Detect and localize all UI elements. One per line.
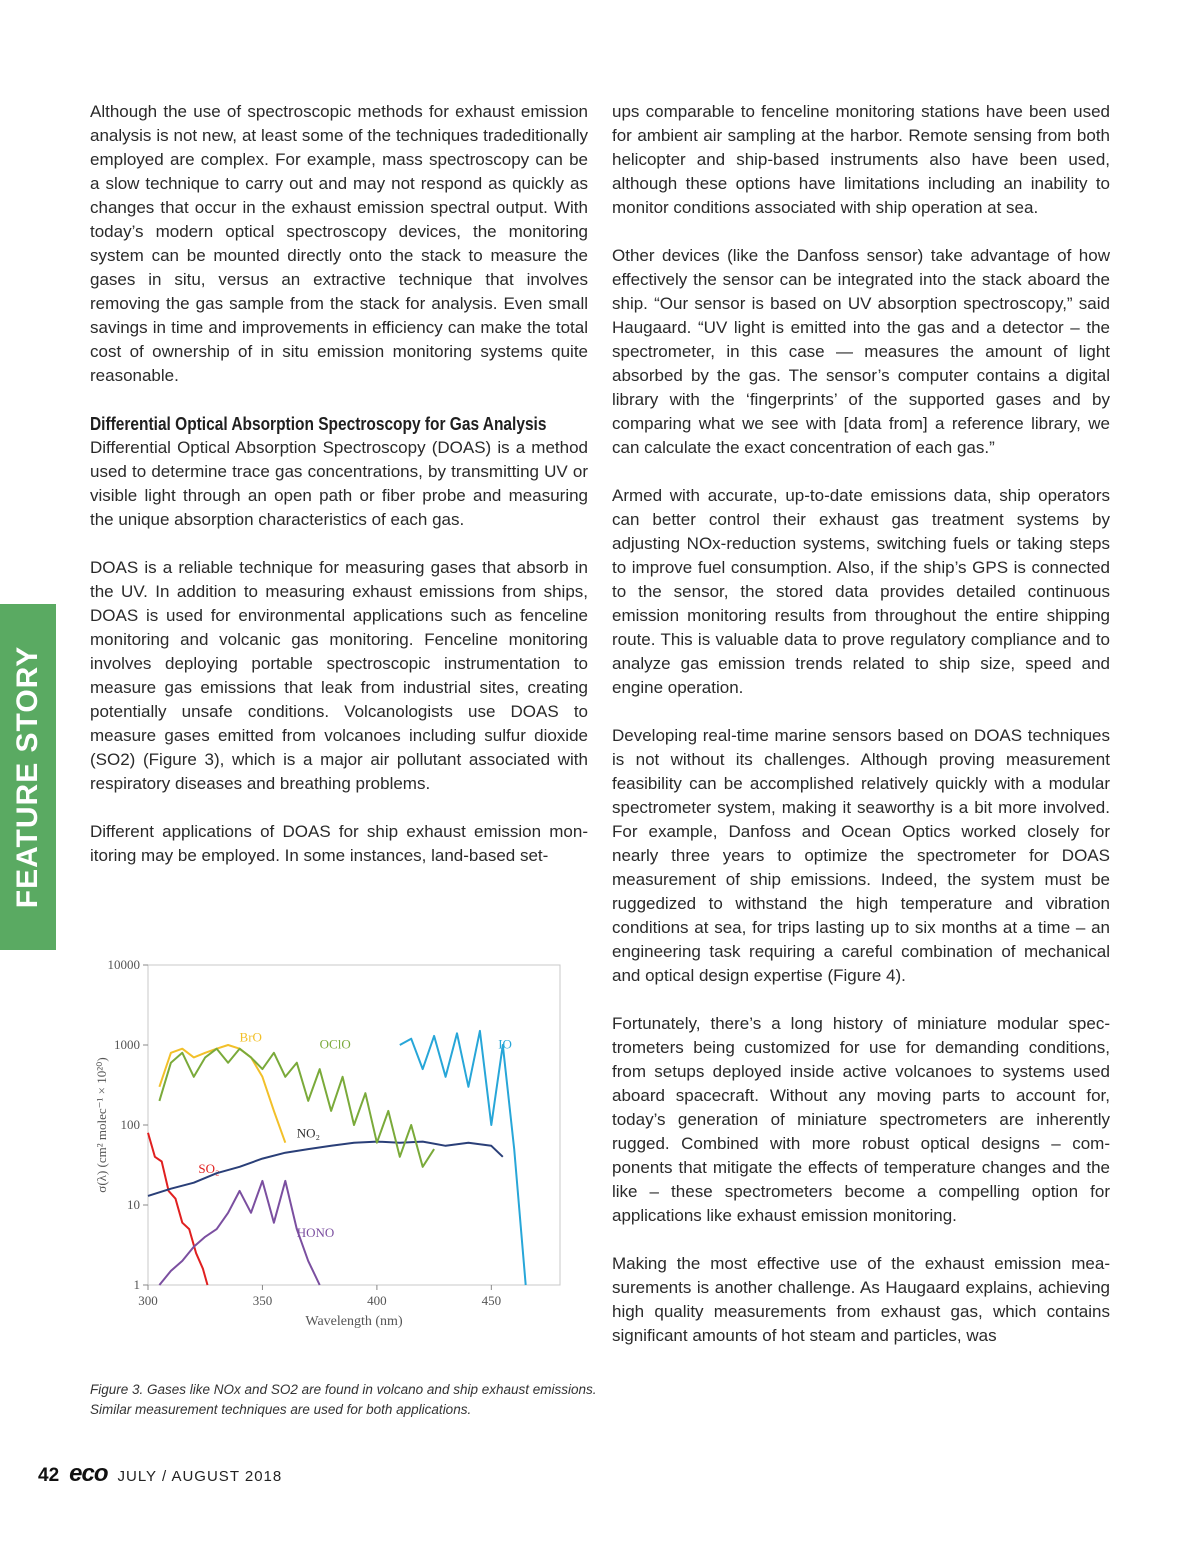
series-label-bro: BrO (239, 1029, 262, 1045)
magazine-logo: eco (69, 1460, 108, 1487)
issue-date: JULY / AUGUST 2018 (117, 1468, 283, 1485)
series-line-hono (159, 1181, 319, 1285)
paragraph: Armed with accurate, up-to-date emissions data, ship operators can better control their exhaust gas treatment systems by adjusting NOx-reduction systems, switching fuels or taking steps to improve fuel consumption. Also, if the ship’s GPS is connected to the sensor, the stored data provides detailed continuous emission monitoring results from throughout the entire shipping route. This is valuable data to prove regulatory compliance and to analyze gas emission trends related to ship size, speed and engine operation. (612, 486, 1110, 697)
left-column (90, 100, 588, 892)
series-label-io: IO (498, 1036, 512, 1052)
section-tab (0, 604, 56, 950)
figure-caption: Figure 3. Gases like NOx and SO2 are found in volcano and ship exhaust emissions. Similar measurement techniques are used for both applications. (90, 1382, 597, 1417)
paragraph: DOAS is a reliable technique for measuring gases that absorb in the UV. In addition to measuring exhaust emissions from ships, DOAS is used for environmental applications such as fenceline monitoring and volcanic gas monitoring. Fenceline monitoring involves deploying portable spectroscopic instrumentation to measure gas emissions that leak from industrial sites, creating potentially unsafe conditions. Volcanologists use DOAS to measure gases emitted from volcanoes including sulfur dioxide (SO2) (Figure 3), which is a major air pollutant associated with respiratory diseases and breathing problems. (90, 558, 588, 793)
y-tick-label: 100 (120, 1117, 140, 1132)
paragraph: ups comparable to fenceline monitoring stations have been used for ambient air sampling at the harbor. Remote sensing from both helicopter and ship-based instruments also have been used, although these options have limitations including an inability to monitor conditions associated with ship operation at sea. (612, 102, 1110, 217)
series-line-bro (159, 1045, 285, 1143)
y-tick-label: 10 (127, 1197, 140, 1212)
x-tick-label: 400 (367, 1293, 387, 1308)
y-axis-label: σ(λ) (cm² molec⁻¹ × 10²⁰) (94, 1057, 109, 1193)
page-number: 42 (38, 1465, 60, 1486)
figure-3 (90, 950, 588, 1360)
paragraph: Fortunately, there’s a long history of miniature modular spectrometers being customized for use for demanding conditions, from setups deployed inside active volcanoes to systems used aboard spacecraft. Without any moving parts to account for, today’s generation of miniature spectrometers are inherently rugged. Combined with more robust optical designs – components that mitigate the effects of temperature changes and the like – these spectrometers become a compelling option for applications like exhaust emission monitoring. (612, 1014, 1110, 1225)
absorption-chart (90, 950, 588, 1360)
section-heading: Differential Optical Absorption Spectroscopy for Gas Analysis (90, 414, 547, 434)
y-tick-label: 1000 (114, 1037, 140, 1052)
y-tick-label: 10000 (107, 957, 140, 972)
series-line-oclo (159, 1049, 434, 1167)
series-line-io (400, 1031, 526, 1285)
paragraph: Making the most effective use of the exhaust emission measurements is another challenge. As Haugaard explains, achieving high quality measurements from exhaust gas, which contains significant amounts of hot steam and particles, was (612, 1254, 1110, 1345)
x-tick-label: 350 (252, 1293, 273, 1308)
series-label-no2: NO₂ (296, 1125, 321, 1141)
section-tab-label: FEATURE STORY (11, 645, 44, 909)
paragraph: Different applications of DOAS for ship exhaust emission monitoring may be employed. In some instances, land-based set- (90, 822, 588, 865)
paragraph: Other devices (like the Danfoss sensor) take advantage of how effectively the sensor can be integrated into the stack aboard the ship. “Our sensor is based on UV absorption spectroscopy,” said Haugaard. “UV light is emitted into the gas and a detector – the spectrometer, in this case — measures the amount of light absorbed by the gas. The sensor’s computer contains a digital library with the ‘fingerprints’ of the supported gases and by comparing what we see with [data from] a reference library, we can calculate the exact concentration of each gas.” (612, 246, 1110, 457)
paragraph: Differential Optical Absorption Spectroscopy (DOAS) is a method used to determine trace gas concentrations, by transmitting UV or visible light through an open path or fiber probe and measuring the unique absorption characteristics of each gas. (90, 438, 588, 529)
series-label-so2: SO₂ (198, 1161, 220, 1177)
paragraph: Although the use of spectroscopic methods for exhaust emission analysis is not new, at least some of the techniques tradeditionally employed are complex. For example, mass spectroscopy can be a slow technique to carry out and may not respond as quickly as changes that occur in the exhaust emission spectral output. With today’s modern optical spectroscopy devices, the monitoring system can be mounted directly onto the stack to measure the gases in situ, versus an extractive technique that involves removing the gas sample from the stack for analysis. Even small savings in time and improvements in efficiency can make the total cost of ownership of in situ emission monitoring systems quite reasonable. (90, 102, 588, 385)
series-label-oclo: OClO (319, 1036, 351, 1052)
series-line-so2 (148, 1133, 208, 1285)
x-tick-label: 450 (481, 1293, 502, 1308)
right-column (612, 100, 1110, 1372)
y-tick-label: 1 (133, 1277, 140, 1292)
x-tick-label: 300 (138, 1293, 158, 1308)
x-axis-label: Wavelength (nm) (305, 1314, 403, 1329)
series-label-hono: HONO (296, 1224, 335, 1240)
page-footer (38, 1460, 282, 1490)
paragraph: Developing real-time marine sensors based on DOAS techniques is not without its challenges. Although proving measurement feasibility can be accomplished relatively quickly with a modular spectrometer system, making it seaworthy is a bit more involved. For example, Danfoss and Ocean Optics worked closely for nearly three years to optimize the spectrometer for DOAS measurement of ship emissions. Indeed, the system must be ruggedized to withstand the high temperature and vibration conditions at sea, for trips lasting up to six months at a time – an engineering task requiring a careful combination of mechanical and optical design expertise (Figure 4). (612, 726, 1110, 985)
